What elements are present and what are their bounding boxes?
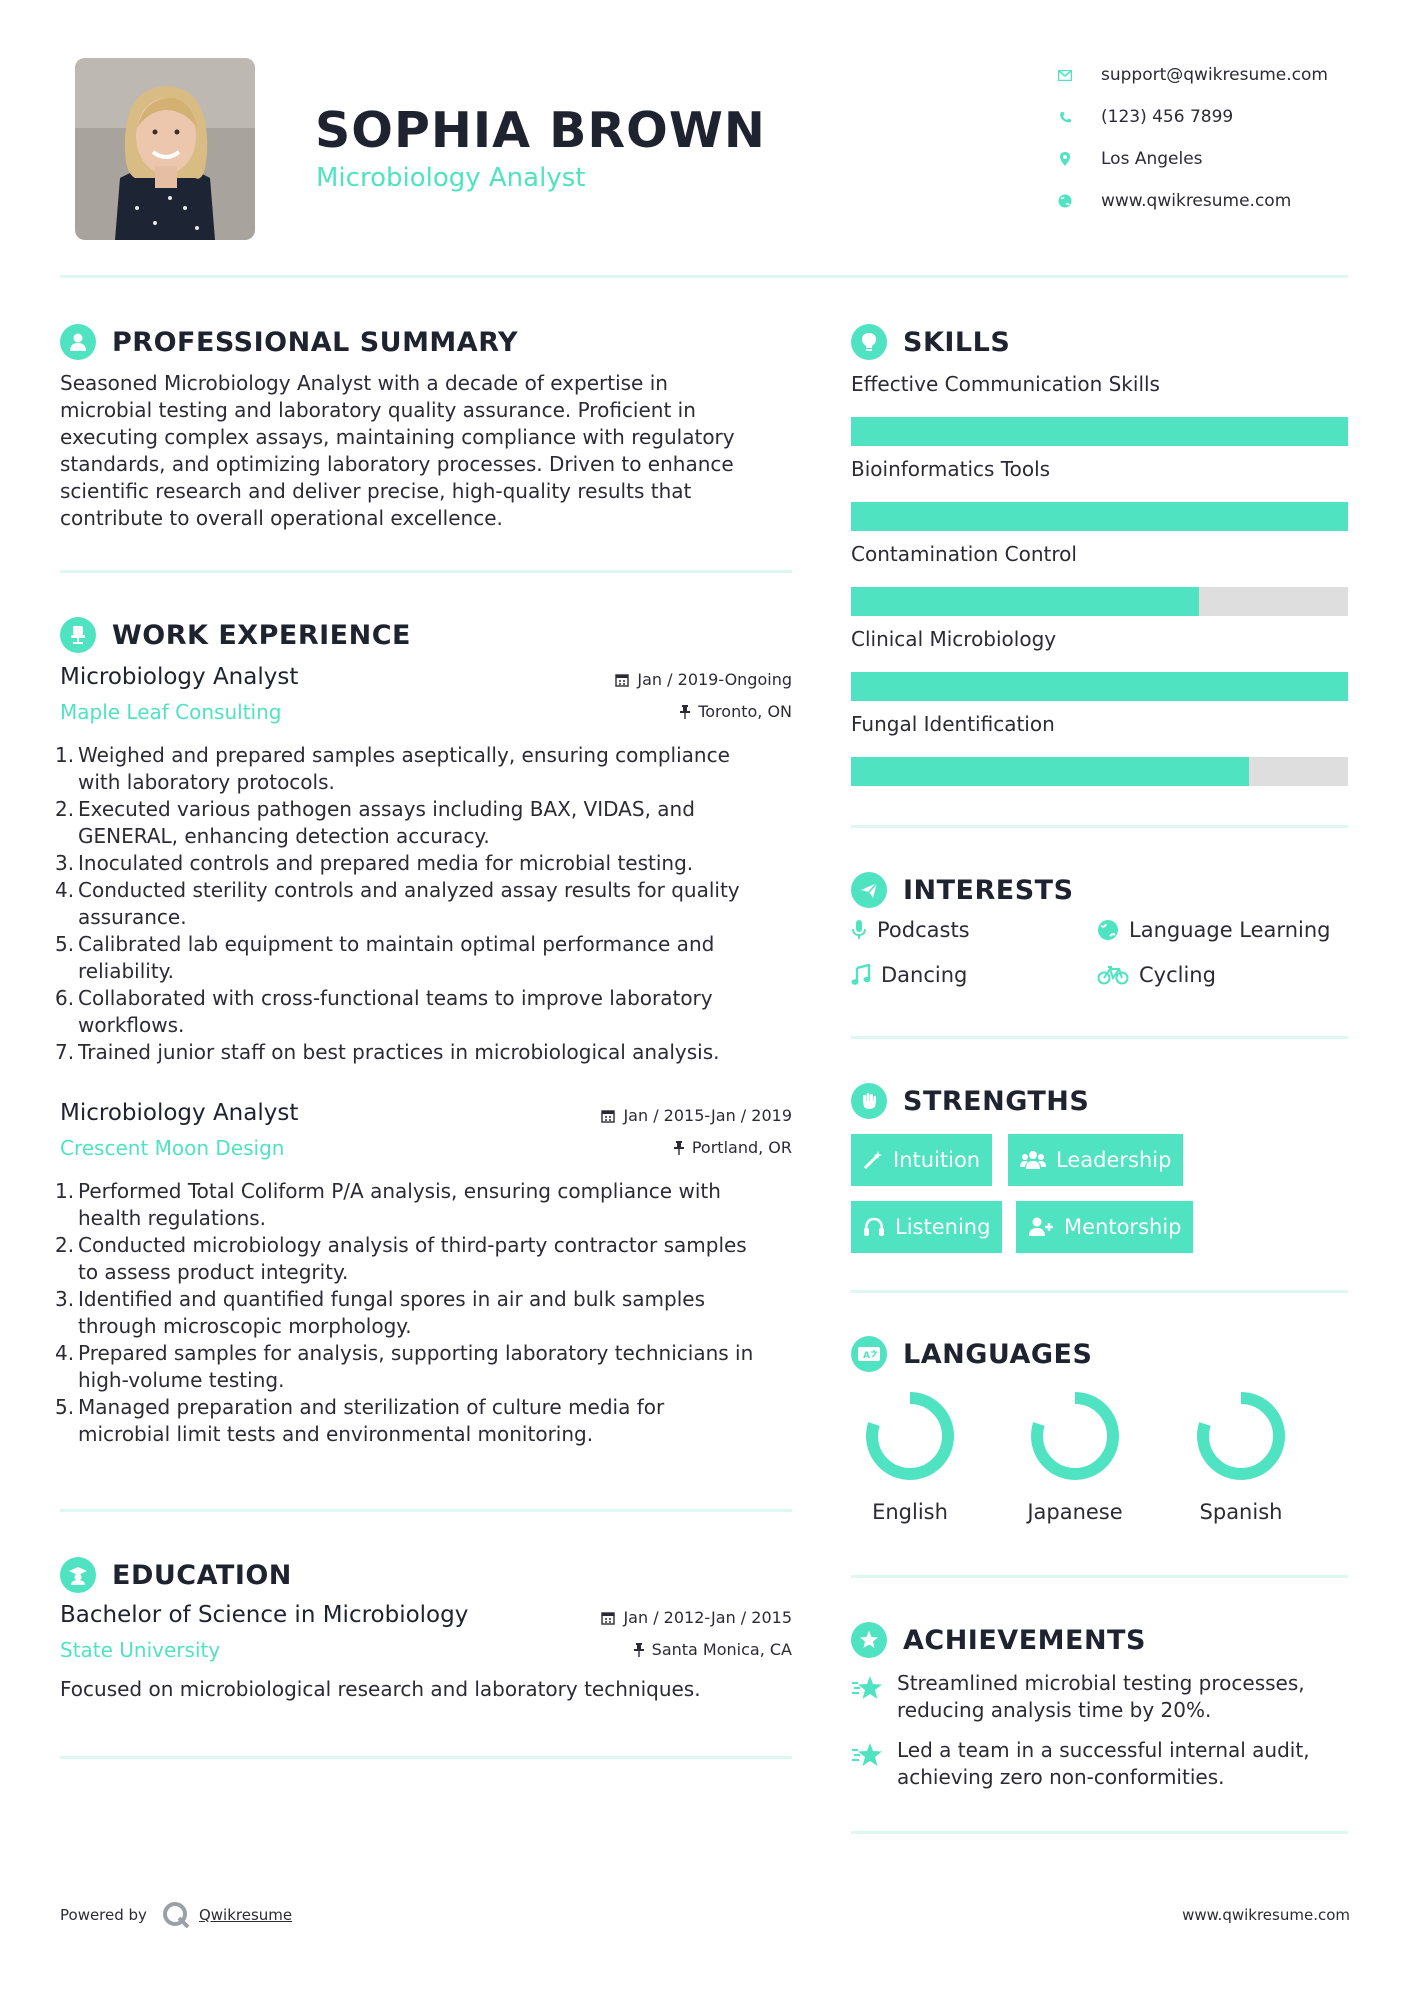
calendar-icon — [601, 1109, 615, 1123]
job-bullet: 3. Identified and quantified fungal spores in air and bulk samples through microscopic morphology. — [55, 1287, 706, 1338]
music-note-icon — [851, 964, 871, 986]
language-ring — [1195, 1390, 1287, 1482]
education-description: Focused on microbiological research and laboratory techniques. — [60, 1677, 701, 1701]
contact-email-text: support@qwikresume.com — [1101, 65, 1328, 85]
contact-email[interactable] — [1055, 54, 1375, 96]
globe-icon — [1055, 191, 1075, 211]
education-date — [601, 1608, 792, 1627]
skill-name: Fungal Identification — [851, 712, 1055, 736]
job-bullet: 5. Calibrated lab equipment to maintain optimal performance and reliability. — [55, 932, 715, 983]
bicycle-icon — [1097, 964, 1129, 986]
skills-divider — [851, 825, 1348, 828]
strength-chip — [1016, 1201, 1193, 1253]
education-location — [634, 1640, 792, 1659]
contact-location — [1055, 138, 1375, 180]
skill-name: Clinical Microbiology — [851, 627, 1057, 651]
star-icon — [851, 1670, 887, 1724]
experience-divider — [60, 1509, 792, 1512]
job-bullet: 2. Conducted microbiology analysis of third-party contractor samples to assess product integrity. — [55, 1233, 747, 1284]
interests-heading-text: INTERESTS — [903, 874, 1074, 906]
job-bullets — [55, 1178, 792, 1448]
pushpin-icon — [674, 1141, 684, 1155]
achievement-item — [851, 1670, 1351, 1724]
summary-line: scientific research and deliver precise, high-quality results that — [60, 479, 692, 503]
skill-name: Effective Communication Skills — [851, 372, 1160, 396]
degree-title: Bachelor of Science in Microbiology — [60, 1602, 469, 1628]
skills-heading-text: SKILLS — [903, 326, 1011, 358]
strengths-heading-text: STRENGTHS — [903, 1085, 1090, 1117]
map-marker-icon — [1055, 149, 1075, 169]
job-bullet: 4. Prepared samples for analysis, supporting laboratory technicians in high-volume testing. — [55, 1341, 754, 1392]
job-date-text: Jan / 2019-Ongoing — [637, 670, 792, 689]
interest-item — [1097, 963, 1216, 987]
experience-heading — [60, 617, 411, 653]
achievements-heading — [851, 1622, 1146, 1658]
contact-phone[interactable] — [1055, 96, 1375, 138]
summary-heading-text: PROFESSIONAL SUMMARY — [112, 326, 519, 358]
achievement-item — [851, 1737, 1351, 1791]
strength-chip — [851, 1201, 1002, 1253]
achievements-heading-text: ACHIEVEMENTS — [903, 1624, 1146, 1656]
job-bullet: 6. Collaborated with cross-functional teams to improve laboratory workflows. — [55, 986, 713, 1037]
job-company[interactable]: Crescent Moon Design — [60, 1136, 285, 1160]
skills-heading — [851, 324, 1010, 360]
job-location-text: Portland, OR — [691, 1138, 792, 1157]
summary-line: microbial testing and laboratory quality assurance. Proficient in — [60, 398, 696, 422]
strengths-heading — [851, 1083, 1089, 1119]
star-icon — [851, 1737, 887, 1791]
users-icon — [1020, 1150, 1046, 1170]
globe-icon — [1097, 919, 1119, 941]
job-date — [615, 670, 792, 689]
summary-line: standards, and optimizing laboratory processes. Driven to enhance — [60, 452, 734, 476]
summary-line: executing complex assays, maintaining compliance with regulatory — [60, 425, 735, 449]
education-location-text: Santa Monica, CA — [651, 1640, 792, 1659]
language-name: English — [872, 1500, 948, 1524]
language-item — [1171, 1390, 1311, 1524]
skill-item — [851, 457, 1348, 484]
interest-label: Cycling — [1139, 963, 1216, 987]
strength-label: Intuition — [893, 1148, 981, 1172]
summary-divider — [60, 570, 792, 573]
skill-bar — [851, 587, 1348, 616]
skill-item — [851, 372, 1348, 399]
candidate-title: Microbiology Analyst — [316, 163, 586, 193]
job-bullet: 7. Trained junior staff on best practices in microbiological analysis. — [55, 1040, 720, 1064]
strength-label: Listening — [895, 1215, 991, 1239]
powered-by-text: Powered by — [60, 1906, 147, 1924]
language-icon — [851, 1336, 887, 1372]
qwikresume-logo-icon — [161, 1900, 191, 1930]
language-item — [1005, 1390, 1145, 1524]
achievement-line: reducing analysis time by 20%. — [897, 1698, 1212, 1722]
job-title: Microbiology Analyst — [60, 664, 299, 690]
skill-bar — [851, 672, 1348, 701]
skill-name: Bioinformatics Tools — [851, 457, 1051, 481]
education-date-text: Jan / 2012-Jan / 2015 — [623, 1608, 792, 1627]
calendar-icon — [601, 1611, 615, 1625]
strengths-divider — [851, 1290, 1348, 1293]
skill-bar-fill — [851, 587, 1199, 616]
chair-icon — [60, 617, 96, 653]
candidate-name: SOPHIA BROWN — [315, 102, 766, 159]
headphones-icon — [863, 1217, 885, 1237]
summary-line: contribute to overall operational excellence. — [60, 506, 503, 530]
pushpin-icon — [680, 705, 690, 719]
footer-website[interactable]: www.qwikresume.com — [1182, 1906, 1350, 1924]
job-title: Microbiology Analyst — [60, 1100, 299, 1126]
interest-label: Language Learning — [1129, 918, 1331, 942]
skill-item — [851, 627, 1348, 654]
achievement-line: Streamlined microbial testing processes, — [897, 1671, 1305, 1695]
summary-line: Seasoned Microbiology Analyst with a decade of expertise in — [60, 371, 668, 395]
interests-divider — [851, 1036, 1348, 1039]
education-divider — [60, 1756, 792, 1759]
skill-name: Contamination Control — [851, 542, 1077, 566]
language-item — [840, 1390, 980, 1524]
interest-item — [851, 918, 970, 942]
experience-heading-text: WORK EXPERIENCE — [112, 619, 411, 651]
languages-divider — [851, 1575, 1348, 1578]
phone-icon — [1055, 107, 1075, 127]
medal-icon — [851, 1622, 887, 1658]
interest-label: Podcasts — [877, 918, 970, 942]
strength-chip — [851, 1134, 992, 1186]
skill-bar-fill — [851, 417, 1348, 446]
job-location — [674, 1138, 792, 1157]
magic-wand-icon — [863, 1150, 883, 1170]
contact-list — [1055, 54, 1375, 222]
job-bullet: 2. Executed various pathogen assays including BAX, VIDAS, and GENERAL, enhancing detection accuracy. — [55, 797, 695, 848]
job-bullet: 1. Weighed and prepared samples aseptically, ensuring compliance with laboratory protocols. — [55, 743, 730, 794]
strength-label: Leadership — [1056, 1148, 1172, 1172]
header-divider — [60, 275, 1348, 278]
qwikresume-link[interactable]: Qwikresume — [198, 1906, 293, 1924]
strength-label: Mentorship — [1064, 1215, 1182, 1239]
skill-item — [851, 712, 1348, 739]
user-icon — [60, 324, 96, 360]
achievement-line: Led a team in a successful internal audit, — [897, 1738, 1310, 1762]
languages-heading-text: LANGUAGES — [903, 1338, 1093, 1370]
job-entry — [55, 1100, 792, 1460]
job-entry — [55, 664, 792, 1074]
language-ring — [864, 1390, 956, 1482]
language-ring — [1029, 1390, 1121, 1482]
skill-bar — [851, 757, 1348, 786]
education-entry — [60, 1602, 792, 1722]
education-heading-text: EDUCATION — [112, 1559, 292, 1591]
education-heading — [60, 1557, 292, 1593]
achievements-divider — [851, 1831, 1348, 1834]
job-bullet: 4. Conducted sterility controls and analyzed assay results for quality assurance. — [55, 878, 740, 929]
job-bullet: 3. Inoculated controls and prepared media for microbial testing. — [55, 851, 694, 875]
skill-bar-fill — [851, 757, 1249, 786]
footer-powered-by — [60, 1900, 292, 1930]
svg-text:A: A — [863, 1351, 870, 1361]
calendar-icon — [615, 673, 629, 687]
job-date-text: Jan / 2015-Jan / 2019 — [623, 1106, 792, 1125]
lightbulb-icon — [851, 324, 887, 360]
skill-bar-fill — [851, 502, 1348, 531]
user-plus-icon — [1028, 1217, 1054, 1237]
paper-plane-icon — [851, 872, 887, 908]
envelope-icon — [1055, 65, 1075, 85]
job-bullet: 1. Performed Total Coliform P/A analysis, ensuring compliance with health regulations. — [55, 1179, 721, 1230]
profile-photo — [75, 58, 255, 240]
job-bullets — [55, 742, 792, 1066]
job-bullet: 5. Managed preparation and sterilization of culture media for microbial limit tests and environmental monitoring. — [55, 1395, 665, 1446]
skill-item — [851, 542, 1348, 569]
job-location — [680, 702, 792, 721]
skill-bar-fill — [851, 672, 1348, 701]
job-date — [601, 1106, 792, 1125]
interest-item — [1097, 918, 1330, 942]
achievement-line: achieving zero non-conformities. — [897, 1765, 1225, 1789]
interests-heading — [851, 872, 1074, 908]
job-location-text: Toronto, ON — [698, 702, 792, 721]
microphone-icon — [851, 919, 867, 941]
interest-label: Dancing — [881, 963, 968, 987]
contact-website[interactable] — [1055, 180, 1375, 222]
language-name: Japanese — [1027, 1500, 1123, 1524]
skill-bar — [851, 417, 1348, 446]
contact-website-text: www.qwikresume.com — [1101, 191, 1292, 211]
interest-item — [851, 963, 967, 987]
languages-heading — [851, 1336, 1092, 1372]
skill-bar — [851, 502, 1348, 531]
graduate-icon — [60, 1557, 96, 1593]
summary-text — [60, 370, 792, 532]
pushpin-icon — [634, 1643, 644, 1657]
summary-heading — [60, 324, 518, 360]
job-company[interactable]: Maple Leaf Consulting — [60, 700, 282, 724]
strength-chip — [1008, 1134, 1183, 1186]
contact-phone-text: (123) 456 7899 — [1101, 107, 1234, 127]
contact-location-text: Los Angeles — [1101, 149, 1203, 169]
raised-fist-icon — [851, 1083, 887, 1119]
language-name: Spanish — [1199, 1500, 1283, 1524]
school-name[interactable]: State University — [60, 1638, 221, 1662]
